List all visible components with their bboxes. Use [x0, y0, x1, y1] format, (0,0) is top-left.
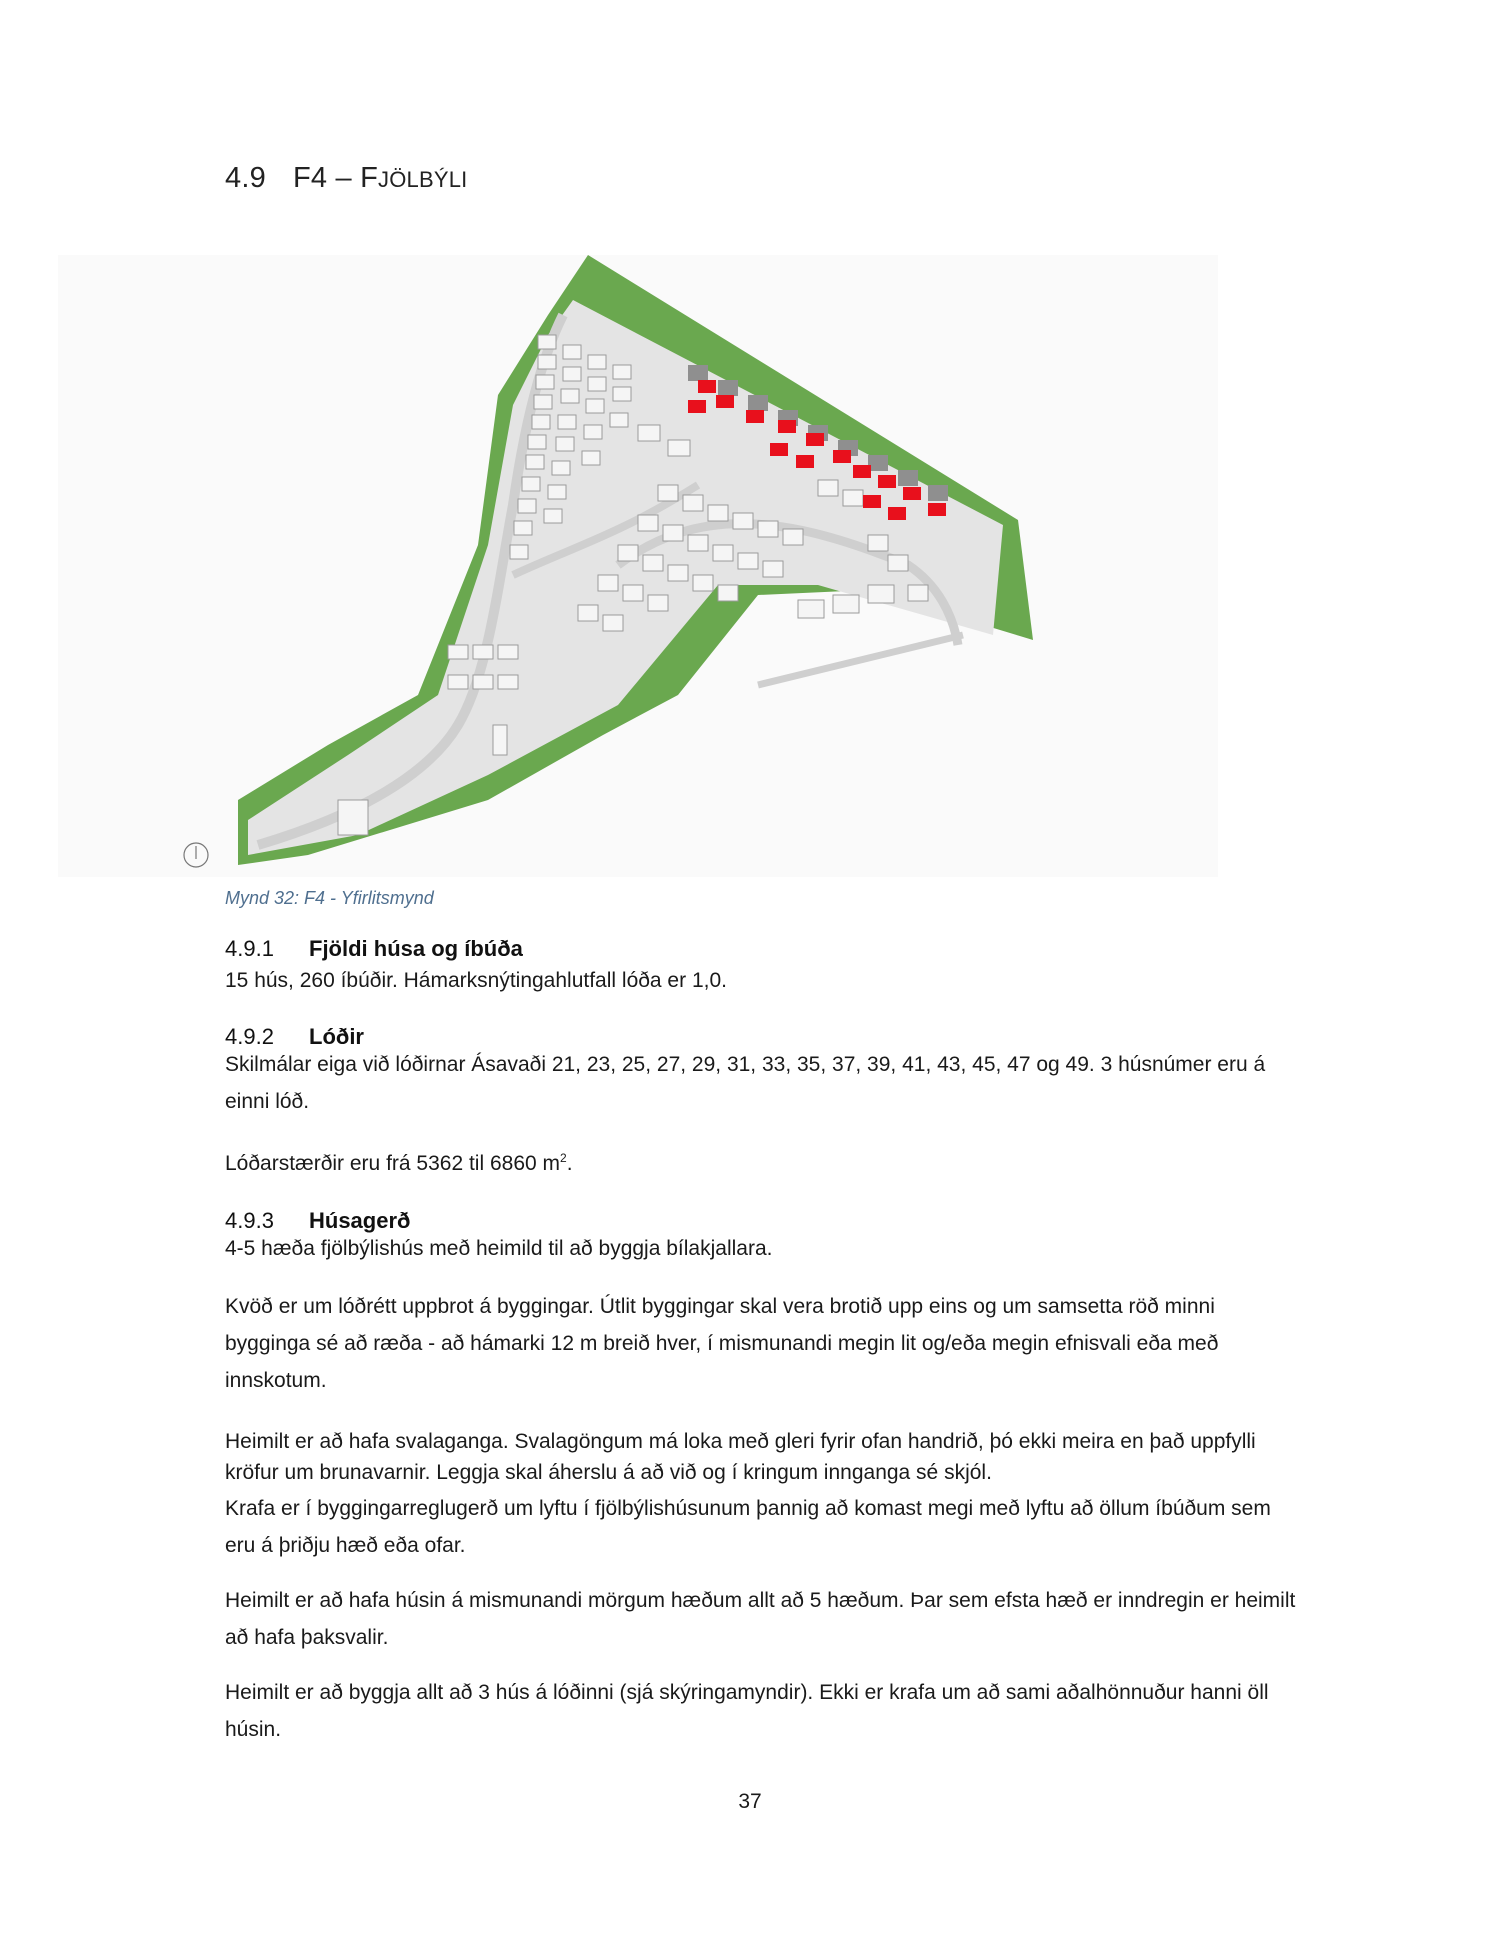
paragraph-balconies: Heimilt er að hafa svalaganga. Svalagöngum má loka með gleri fyrir ofan handrið, þó ekki meira en það uppfylli kröfur um brunavarnir. Leggja skal áherslu á að við og í kringum innganga sé skjól. [225, 1430, 1256, 1484]
subsection-title: Fjöldi húsa og íbúða [309, 936, 523, 961]
development-area [248, 300, 1003, 855]
paragraph-lot-sizes [225, 1140, 1305, 1182]
section-number: 4.9 [225, 162, 266, 194]
road-south [758, 635, 963, 685]
superscript: 2 [560, 1151, 567, 1165]
paragraph-units: 15 hús, 260 íbúðir. Hámarksnýtingahlutfall lóða er 1,0. [225, 969, 727, 992]
paragraph-floors: Heimilt er að hafa húsin á mismunandi mörgum hæðum allt að 5 hæðum. Þar sem efsta hæð er inndregin er heimilt að hafa þaksvalir. [225, 1589, 1296, 1649]
section-title-prefix: F4 – F [293, 162, 378, 194]
period: . [566, 1152, 573, 1175]
page-number: 37 [738, 1790, 762, 1813]
subsection-heading-1 [225, 936, 523, 962]
lot-size-text: Lóðarstærðir eru frá 5362 til 6860 m [225, 1152, 561, 1175]
site-plan-figure [58, 255, 1218, 877]
subsection-number: 4.9.2 [225, 1024, 274, 1049]
north-arrow [184, 843, 208, 867]
paragraph-building-type: 4-5 hæða fjölbýlishús með heimild til að byggja bílakjallara. [225, 1237, 773, 1260]
section-heading [225, 162, 467, 195]
subsection-title: Húsagerð [309, 1208, 411, 1233]
paragraph-houses-per-lot: Heimilt er að byggja allt að 3 hús á lóðinni (sjá skýringamyndir). Ekki er krafa um að sami aðalhönnuður hanni öll húsin. [225, 1681, 1269, 1741]
paragraph-elevator: Krafa er í byggingarreglugerð um lyftu í fjölbýlishúsunum þannig að komast megi með lyftu að öllum íbúðum sem eru á þriðju hæð eða ofar. [225, 1497, 1271, 1557]
site-plan-map [58, 255, 1218, 877]
paragraph-lots: Skilmálar eiga við lóðirnar Ásavaði 21, 23, 25, 27, 29, 31, 33, 35, 37, 39, 41, 43, 45, 47 og 49. 3 húsnúmer eru á einni lóð. [225, 1053, 1266, 1113]
section-title-rest: JÖLBÝLI [378, 167, 468, 192]
subsection-number: 4.9.3 [225, 1208, 274, 1233]
subsection-title: Lóðir [309, 1024, 364, 1049]
figure-caption: Mynd 32: F4 - Yfirlitsmynd [225, 888, 434, 908]
subsection-number: 4.9.1 [225, 936, 274, 961]
paragraph-vertical-breaks: Kvöð er um lóðrétt uppbrot á byggingar. Útlit byggingar skal vera brotið upp eins og um samsetta röð minni bygginga sé að ræða - að hámarki 12 m breið hver, í mismunandi megin lit og/eða megin efnisvali eða með innskotum. [225, 1295, 1219, 1392]
